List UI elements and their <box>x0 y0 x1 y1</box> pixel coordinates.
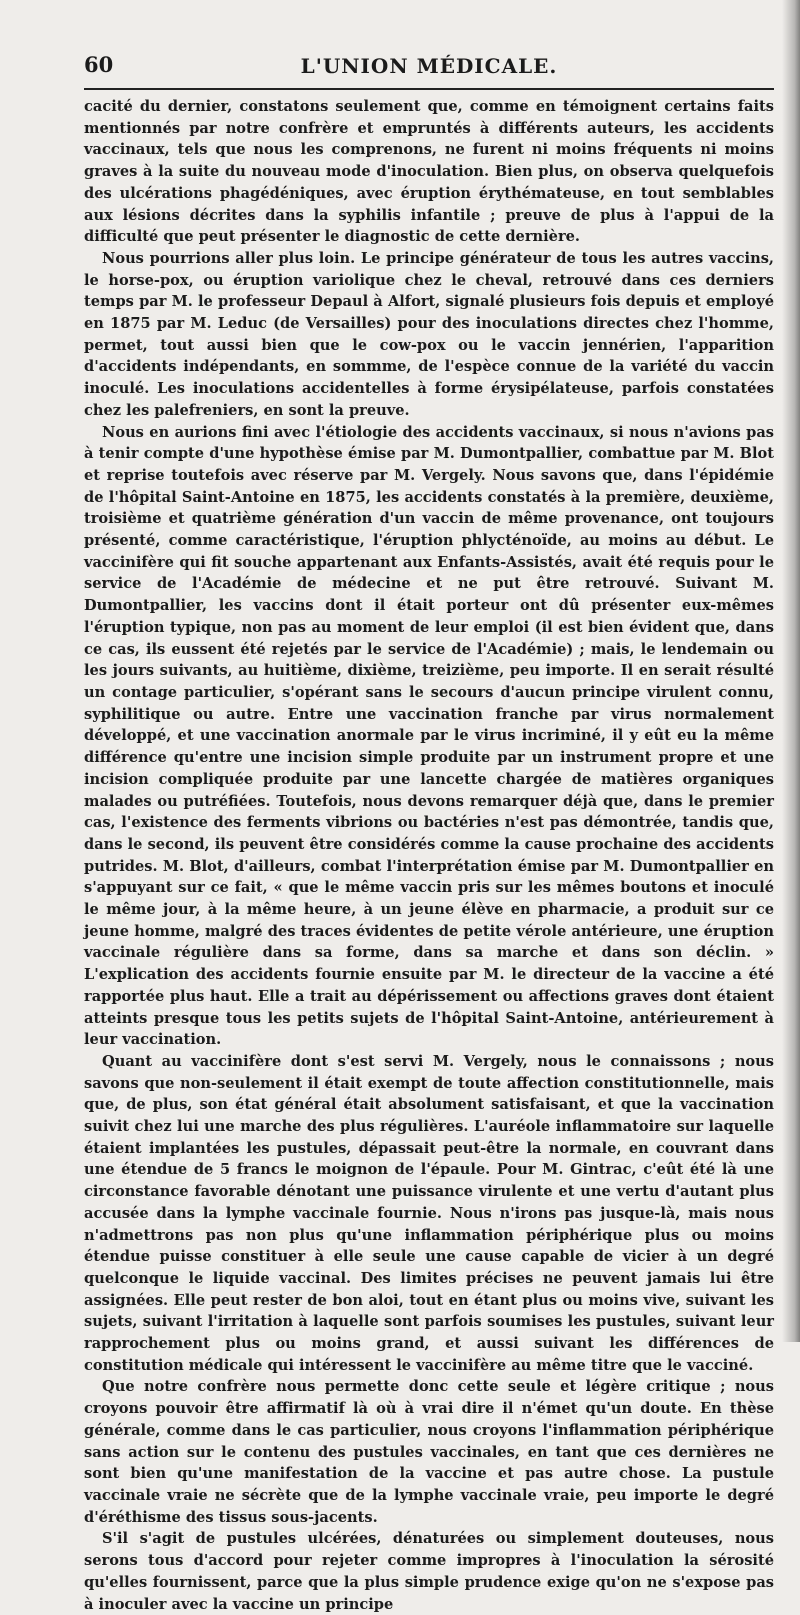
page-number: 60 <box>84 52 114 77</box>
paragraph: S'il s'agit de pustules ulcérées, dénaturées ou simplement douteuses, nous serons tous d'accord pour rejeter comme impropres à l'inoculation la sérosité qu'elles fournissent, parce que la plus simple prudence exige qu'on ne s'expose pas à inoculer avec la vaccine un principe <box>84 1530 774 1613</box>
paragraph: Nous en aurions fini avec l'étiologie des accidents vaccinaux, si nous n'avions pas à tenir compte d'une hypothèse émise par M. Dumontpallier, combattue par M. Blot et reprise toutefois avec réserve par M. Vergely. Nous savons que, dans l'épidémie de l'hôpital Saint-Antoine en 1875, les accidents constatés à la première, deuxième, troisième et quatrième génération d'un vaccin de même provenance, ont toujours présenté, comme caractéristique, l'éruption phlycténoïde, au moins au début. Le vaccinifère qui fit souche appartenant aux Enfants-Assistés, avait été requis pour le service de l'Académie de médecine et ne put être retrouvé. Suivant M. Dumontpallier, les vaccins dont il était porteur ont dû présenter eux-mêmes l'éruption typique, non pas au moment de leur emploi (il est bien évident que, dans ce cas, ils eussent été rejetés par le service de l'Académie) ; mais, le lendemain ou les jours suivants, au huitième, dixième, treizième, peu importe. Il en serait résulté un contage particulier, s'opérant sans le secours d'aucun principe virulent connu, syphilitique ou autre. Entre une vaccination franche par virus normalement développé, et une vaccination anormale par le virus incriminé, il y eût eu la même différence qu'entre une incision simple produite par un instrument propre et une incision compliquée produite par une lancette chargée de matières organiques malades ou putréfiées. Toutefois, nous devons remarquer déjà que, dans le premier cas, l'existence des ferments vibrions ou bactéries n'est pas démontrée, tandis que, dans le second, ils peuvent être considérés comme la cause prochaine des accidents putrides. M. Blot, d'ailleurs, combat l'interprétation émise par M. Dumontpallier en s'appuyant sur ce fait, « que le même vaccin pris sur les mêmes boutons et inoculé le même jour, à la même heure, à un jeune élève en pharmacie, a produit sur ce jeune homme, malgré des traces évidentes de petite vérole antérieure, une éruption vaccinale régulière dans sa forme, dans sa marche et dans son déclin. » L'explication des accidents fournie ensuite par M. le directeur de la vaccine a été rapportée plus haut. Elle a trait au dépérissement ou affections graves dont étaient atteints presque tous les petits sujets de l'hôpital Saint-Antoine, antérieurement à leur vaccination. <box>84 423 774 1049</box>
paragraph: Quant au vaccinifère dont s'est servi M. Vergely, nous le connaissons ; nous savons que non-seulement il était exempt de toute affection constitutionnelle, mais que, de plus, son état général était absolument satisfaisant, et que la vaccination suivit chez lui une marche des plus régulières. L'auréole inflammatoire sur laquelle étaient implantées les pustules, dépassait peut-être la normale, en couvrant dans une étendue de 5 francs le moignon de l'épaule. Pour M. Gintrac, c'eût été là une circonstance favorable dénotant une puissance virulente et une vertu d'autant plus accusée dans la lymphe vaccinale fournie. Nous n'irons pas jusque-là, mais nous n'admettrons pas non plus qu'une inflammation périphérique plus ou moins étendue puisse constituer à elle seule une cause capable de vicier à un degré quelconque le liquide vaccinal. Des limites précises ne peuvent jamais lui être assignées. Elle peut rester de bon aloi, tout en étant plus ou moins vive, suivant les sujets, suivant l'irritation à laquelle sont parfois soumises les pustules, suivant leur rapprochement plus ou moins grand, et aussi suivant les différences de constitution médicale qui intéressent le vaccinifère au même titre que le vacciné. <box>84 1052 774 1374</box>
body-text <box>84 96 774 1615</box>
paragraph: Que notre confrère nous permette donc cette seule et légère critique ; nous croyons pouvoir être affirmatif là où à vrai dire il n'émet qu'un doute. En thèse générale, comme dans le cas particulier, nous croyons l'inflammation périphérique sans action sur le contenu des pustules vaccinales, en tant que ces dernières ne sont bien qu'une manifestation de la vaccine et pas autre chose. La pustule vaccinale vraie ne sécrète que de la lymphe vaccinale vraie, peu importe le degré d'éréthisme des tissus sous-jacents. <box>84 1378 774 1526</box>
header-rule <box>84 88 774 90</box>
paragraph: Nous pourrions aller plus loin. Le principe générateur de tous les autres vaccins, le horse-pox, ou éruption variolique chez le cheval, retrouvé dans ces derniers temps par M. le professeur Depaul à Alfort, signalé plusieurs fois depuis et employé en 1875 par M. Leduc (de Versailles) pour des inoculations directes chez l'homme, permet, tout aussi bien que le cow-pox ou le vaccin jennérien, l'apparition d'accidents indépendants, en sommme, de l'espèce connue de la variété du vaccin inoculé. Les inoculations accidentelles à forme érysipélateuse, parfois constatées chez les palefreniers, en sont la preuve. <box>84 249 774 419</box>
page-header <box>84 52 774 86</box>
paragraph: cacité du dernier, constatons seulement que, comme en témoignent certains faits mentionnés par notre confrère et empruntés à différents auteurs, les accidents vaccinaux, tels que nous les comprenons, ne furent ni moins fréquents ni moins graves à la suite du nouveau mode d'inoculation. Bien plus, on observa quelquefois des ulcérations phagédéniques, avec éruption érythémateuse, en tout semblables aux lésions décrites dans la syphilis infantile ; preuve de plus à l'appui de la difficulté que peut présenter le diagnostic de cette dernière. <box>84 98 774 246</box>
page-edge-shadow <box>782 0 800 1342</box>
running-title: L'UNION MÉDICALE. <box>300 54 558 78</box>
